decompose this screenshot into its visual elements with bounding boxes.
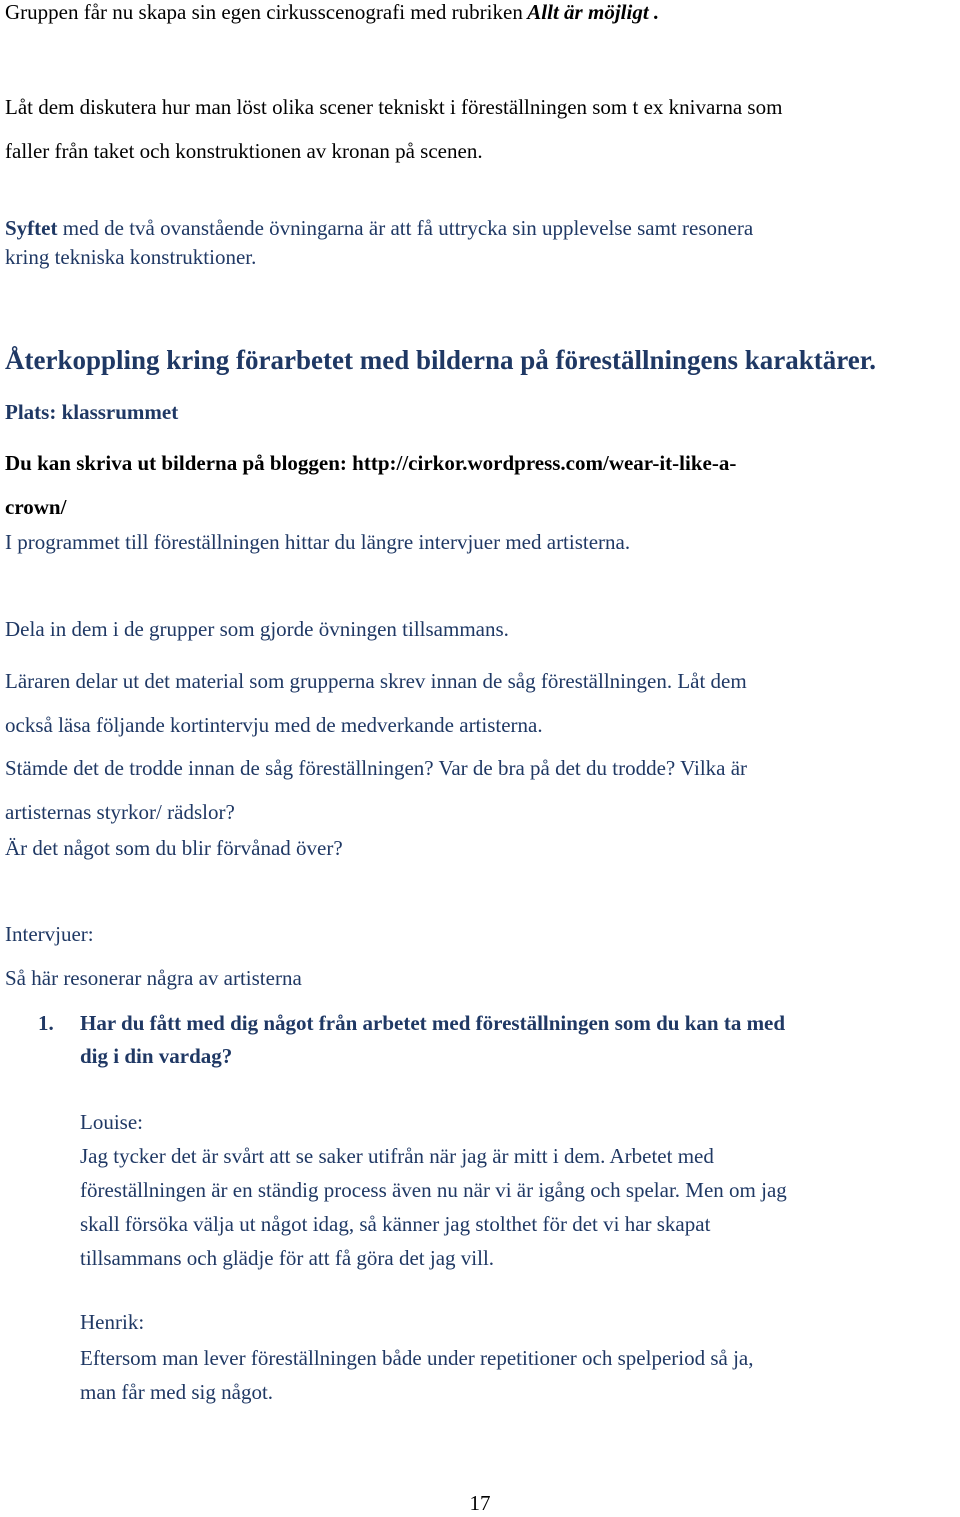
henrik-line: Eftersom man lever föreställningen både under repetitioner och spelperiod så ja, xyxy=(80,1346,754,1370)
questions-line-1: Stämde det de trodde innan de såg föreställningen? Var de bra på det du trodde? Vilka är xyxy=(5,756,748,780)
teacher-line-1: Läraren delar ut det material som grupperna skrev innan de såg föreställningen. Låt dem xyxy=(5,669,747,693)
surprise-question: Är det något som du blir förvånad över? xyxy=(5,836,343,860)
interviews-label: Intervjuer: xyxy=(5,922,94,946)
henrik-line: man får med sig något. xyxy=(80,1380,274,1404)
interviews-intro: Så här resonerar några av artisterna xyxy=(5,966,302,990)
louise-line: tillsammans och glädje för att få göra det jag vill. xyxy=(80,1246,495,1270)
purpose-line-2: kring tekniska konstruktioner. xyxy=(5,245,257,269)
purpose-bold-word: Syftet xyxy=(5,216,58,240)
question-line-1: Har du fått med dig något från arbetet med föreställningen som du kan ta med xyxy=(80,1011,786,1035)
louise-line: Jag tycker det är svårt att se saker utifrån när jag är mitt i dem. Arbetet med xyxy=(80,1144,714,1168)
discussion-line-1: Låt dem diskutera hur man löst olika scener tekniskt i föreställningen som t ex knivarna som xyxy=(5,95,783,119)
teacher-line-2: också läsa följande kortintervju med de medverkande artisterna. xyxy=(5,713,543,737)
divide-groups-line: Dela in dem i de grupper som gjorde övningen tillsammans. xyxy=(5,617,509,641)
paragraph-discussion xyxy=(5,85,782,173)
paragraph-scenography xyxy=(5,0,659,25)
purpose-line-1: med de två ovanstående övningarna är att få uttrycka sin upplevelse samt resonera xyxy=(57,216,754,240)
henrik-name: Henrik: xyxy=(80,1310,145,1334)
questions-line-2: artisternas styrkor/ rädslor? xyxy=(5,800,235,824)
page-number: 17 xyxy=(469,1491,491,1515)
question-number: 1. xyxy=(38,1011,54,1035)
scenography-quote: Allt är möjligt . xyxy=(522,0,660,24)
location-line: Plats: klassrummet xyxy=(5,400,179,424)
scenography-text: Gruppen får nu skapa sin egen cirkusscenografi med rubriken xyxy=(5,0,523,24)
blog-paragraph xyxy=(5,441,736,529)
paragraph-purpose xyxy=(5,214,753,272)
question-line-2: dig i din vardag? xyxy=(80,1044,233,1068)
teacher-paragraph xyxy=(5,659,747,747)
discussion-line-2: faller från taket och konstruktionen av kronan på scenen. xyxy=(5,139,483,163)
section-heading: Återkoppling kring förarbetet med bilderna på föreställningens karaktärer. xyxy=(5,345,877,375)
louise-line: skall försöka välja ut något idag, så känner jag stolthet för det vi har skapat xyxy=(80,1212,711,1236)
question-1 xyxy=(0,1007,960,1073)
blog-line-2[interactable]: crown/ xyxy=(5,495,67,519)
louise-answer xyxy=(80,1139,787,1275)
blog-line-1[interactable]: Du kan skriva ut bilderna på bloggen: http://cirkor.wordpress.com/wear-it-like-a- xyxy=(5,451,737,475)
program-line: I programmet till föreställningen hittar du längre intervjuer med artisterna. xyxy=(5,530,631,554)
questions-paragraph xyxy=(5,746,747,834)
henrik-answer xyxy=(80,1341,754,1409)
louise-name: Louise: xyxy=(80,1110,143,1134)
louise-line: föreställningen är en ständig process även nu när vi är igång och spelar. Men om jag xyxy=(80,1178,787,1202)
